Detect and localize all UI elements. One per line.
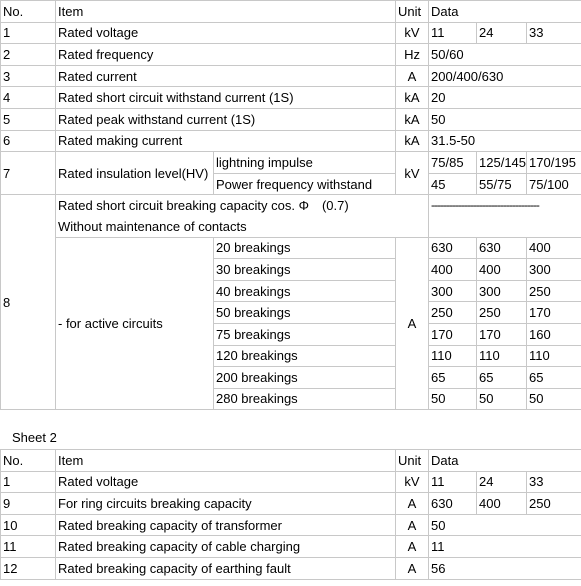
- row-data: 75/85: [429, 152, 477, 174]
- row-data: 11: [429, 22, 477, 44]
- row-item: - for active circuits: [56, 237, 214, 410]
- table-row: [1, 130, 581, 152]
- table-row: [1, 471, 581, 493]
- table-row: [1, 87, 581, 109]
- row-data: 125/145: [477, 152, 527, 174]
- row-subitem: Power frequency withstand: [214, 173, 396, 195]
- row-item: Rated voltage: [56, 22, 396, 44]
- row-subitem: 280 breakings: [214, 388, 396, 410]
- table-row: [1, 22, 581, 44]
- row-no: 11: [1, 536, 56, 558]
- row-unit: Hz: [396, 44, 429, 66]
- row-data: 400: [429, 259, 477, 281]
- row-data: 630: [429, 237, 477, 259]
- row-data: 110: [527, 345, 581, 367]
- row-data: 300: [477, 280, 527, 302]
- row-unit: A: [396, 514, 429, 536]
- row-no: 5: [1, 108, 56, 130]
- row-no: 6: [1, 130, 56, 152]
- row-data: 50: [429, 108, 581, 130]
- row-item: Rated breaking capacity of cable charging: [56, 536, 396, 558]
- row-no: 4: [1, 87, 56, 109]
- row-data: 170/195: [527, 152, 581, 174]
- row-unit: A: [396, 65, 429, 87]
- row-data: 170: [527, 302, 581, 324]
- row-item: Rated voltage: [56, 471, 396, 493]
- row-data: 65: [429, 367, 477, 389]
- row-data: 33: [527, 22, 581, 44]
- row-item: Rated insulation level(HV): [56, 152, 214, 195]
- row-unit: A: [396, 493, 429, 515]
- row-data: 45: [429, 173, 477, 195]
- row-data: 11: [429, 471, 477, 493]
- header-item: Item: [56, 450, 396, 472]
- table-row: [1, 108, 581, 130]
- row-unit: kA: [396, 108, 429, 130]
- row-item: Rated peak withstand current (1S): [56, 108, 396, 130]
- row-data: 170: [477, 323, 527, 345]
- row-item: Rated short circuit withstand current (1S): [56, 87, 396, 109]
- row-data: 50/60: [429, 44, 581, 66]
- row-unit: kA: [396, 130, 429, 152]
- row-subitem: 50 breakings: [214, 302, 396, 324]
- row-data: 31.5-50: [429, 130, 581, 152]
- row-data: 110: [477, 345, 527, 367]
- row-data: [429, 216, 581, 237]
- row-subitem: lightning impulse: [214, 152, 396, 174]
- row-data: 170: [429, 323, 477, 345]
- row-data: 33: [527, 471, 581, 493]
- row-data: 630: [477, 237, 527, 259]
- row-data: 250: [429, 302, 477, 324]
- row-item: Rated current: [56, 65, 396, 87]
- row-data: 110: [429, 345, 477, 367]
- row-subitem: 200 breakings: [214, 367, 396, 389]
- row-subitem: 40 breakings: [214, 280, 396, 302]
- header-no: No.: [1, 1, 56, 23]
- row-unit: kA: [396, 87, 429, 109]
- row-data: 50: [527, 388, 581, 410]
- row-data: 200/400/630: [429, 65, 581, 87]
- row-data: 11: [429, 536, 581, 558]
- table-row: [1, 65, 581, 87]
- row-data: 24: [477, 22, 527, 44]
- row-subitem: 75 breakings: [214, 323, 396, 345]
- row-unit: A: [396, 237, 429, 410]
- row-data: 55/75: [477, 173, 527, 195]
- row-item: Rated short circuit breaking capacity cos. Φ (0.7): [56, 195, 429, 216]
- table-row: [1, 44, 581, 66]
- header-item: Item: [56, 1, 396, 23]
- row-no: 8: [1, 195, 56, 410]
- row-no: 7: [1, 152, 56, 195]
- table-row: [1, 195, 581, 216]
- row-no: 9: [1, 493, 56, 515]
- row-no: 10: [1, 514, 56, 536]
- row-data: 250: [527, 280, 581, 302]
- header-no: No.: [1, 450, 56, 472]
- header-row: [1, 1, 581, 23]
- row-data: 50: [429, 388, 477, 410]
- sheet-2-table: [0, 449, 581, 580]
- row-subitem: 30 breakings: [214, 259, 396, 281]
- table-row: [1, 493, 581, 515]
- row-data: 250: [477, 302, 527, 324]
- row-item: For ring circuits breaking capacity: [56, 493, 396, 515]
- header-data: Data: [429, 450, 581, 472]
- table-row: [1, 514, 581, 536]
- row-item: Rated breaking capacity of earthing fault: [56, 557, 396, 579]
- row-data: 65: [527, 367, 581, 389]
- row-data: 65: [477, 367, 527, 389]
- row-unit: A: [396, 557, 429, 579]
- row-item: Rated frequency: [56, 44, 396, 66]
- header-data: Data: [429, 1, 581, 23]
- row-data: 400: [477, 493, 527, 515]
- row-data: 75/100: [527, 173, 581, 195]
- row-data: 250: [527, 493, 581, 515]
- row-data: 160: [527, 323, 581, 345]
- row-data: 300: [527, 259, 581, 281]
- table-row: [1, 152, 581, 174]
- table-row: [1, 237, 581, 259]
- row-data: 50: [477, 388, 527, 410]
- row-data: 20: [429, 87, 581, 109]
- header-row: [1, 450, 581, 472]
- row-data: ------------------------------------: [429, 195, 581, 216]
- row-item: Without maintenance of contacts: [56, 216, 429, 237]
- row-data: 56: [429, 557, 581, 579]
- row-data: 50: [429, 514, 581, 536]
- row-unit: kV: [396, 152, 429, 195]
- sheet-2-label: Sheet 2: [12, 430, 57, 445]
- row-no: 1: [1, 22, 56, 44]
- row-data: 630: [429, 493, 477, 515]
- row-no: 12: [1, 557, 56, 579]
- row-unit: kV: [396, 22, 429, 44]
- table-row: [1, 536, 581, 558]
- row-data: 400: [477, 259, 527, 281]
- row-item: Rated breaking capacity of transformer: [56, 514, 396, 536]
- header-unit: Unit: [396, 450, 429, 472]
- row-unit: A: [396, 536, 429, 558]
- header-unit: Unit: [396, 1, 429, 23]
- row-unit: kV: [396, 471, 429, 493]
- row-no: 1: [1, 471, 56, 493]
- table-row: [1, 216, 581, 237]
- row-subitem: 20 breakings: [214, 237, 396, 259]
- row-subitem: 120 breakings: [214, 345, 396, 367]
- row-no: 2: [1, 44, 56, 66]
- row-data: 300: [429, 280, 477, 302]
- table-row: [1, 557, 581, 579]
- row-no: 3: [1, 65, 56, 87]
- row-data: 24: [477, 471, 527, 493]
- row-data: 400: [527, 237, 581, 259]
- row-item: Rated making current: [56, 130, 396, 152]
